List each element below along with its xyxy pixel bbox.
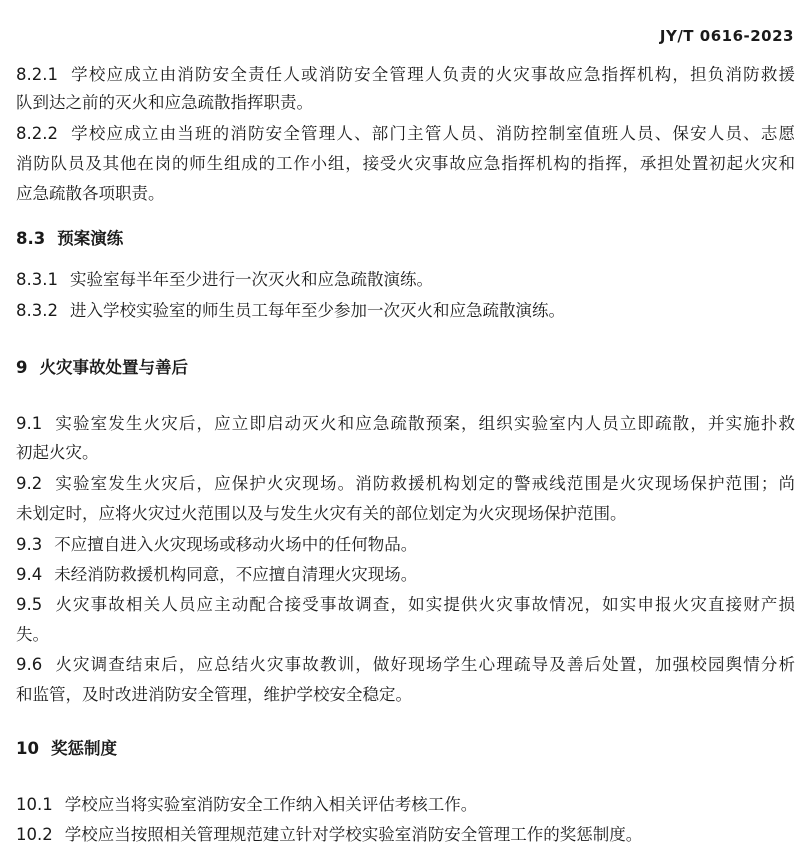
clause-line — [16, 824, 795, 846]
clause-line — [16, 684, 795, 706]
clause-text: 学校应当按照相关管理规范建立针对学校实验室消防安全管理工作的奖惩制度。 — [64, 825, 643, 844]
clause-number: 9 — [16, 358, 28, 377]
clause-text: 学校应当将实验室消防安全工作纳入相关评估考核工作。 — [64, 795, 478, 814]
document-code: JY/T 0616-2023 — [659, 27, 794, 45]
clause-text: 奖惩制度 — [50, 739, 117, 758]
clause-number: 9.2 — [16, 474, 43, 493]
clause-text: 火灾事故相关人员应主动配合接受事故调查，如实提供火灾事故情况，如实申报火灾直接财产损 — [54, 595, 795, 614]
clause-line — [16, 269, 795, 291]
clause-number: 10.2 — [16, 825, 53, 844]
clause-text: 失。 — [16, 625, 49, 644]
clause-text: 和监管，及时改进消防安全管理，维护学校安全稳定。 — [16, 685, 412, 704]
clause-number: 8.3.1 — [16, 270, 58, 289]
clause-text: 初起火灾。 — [16, 443, 99, 462]
clause-text: 预案演练 — [57, 229, 124, 248]
clause-number: 8.3.2 — [16, 301, 58, 320]
clause-line — [16, 64, 795, 86]
clause-text: 火灾调查结束后，应总结火灾事故教训，做好现场学生心理疏导及善后处置，加强校园舆情分析 — [54, 655, 795, 674]
clause-text: 进入学校实验室的师生员工每年至少参加一次灭火和应急疏散演练。 — [69, 301, 565, 320]
clause-text: 实验室发生火灾后，应保护火灾现场。消防救援机构划定的警戒线范围是火灾现场保护范围；尚 — [54, 474, 795, 493]
clause-number: 9.3 — [16, 535, 43, 554]
clause-number: 9.4 — [16, 565, 43, 584]
clause-number: 9.6 — [16, 655, 43, 674]
clause-line — [16, 123, 795, 145]
clause-text: 不应擅自进入火灾现场或移动火场中的任何物品。 — [54, 535, 418, 554]
section-heading — [16, 357, 795, 379]
clause-text: 消防队员及其他在岗的师生组成的工作小组，接受火灾事故应急指挥机构的指挥，承担处置初起火灾和 — [16, 154, 795, 173]
clause-line — [16, 183, 795, 205]
clause-number: 9.5 — [16, 595, 43, 614]
clause-text: 实验室每半年至少进行一次灭火和应急疏散演练。 — [69, 270, 433, 289]
clause-text: 未经消防救援机构同意，不应擅自清理火灾现场。 — [54, 565, 418, 584]
clause-number: 8.3 — [16, 229, 46, 248]
clause-line — [16, 413, 795, 435]
clause-text: 应急疏散各项职责。 — [16, 184, 165, 203]
clause-line — [16, 92, 795, 114]
clause-line — [16, 794, 795, 816]
clause-line — [16, 534, 795, 556]
clause-number: 10.1 — [16, 795, 53, 814]
clause-text: 未划定时，应将火灾过火范围以及与发生火灾有关的部位划定为火灾现场保护范围。 — [16, 504, 627, 523]
clause-text: 学校应成立由当班的消防安全管理人、部门主管人员、消防控制室值班人员、保安人员、志愿 — [69, 124, 795, 143]
clause-line — [16, 442, 795, 464]
section-heading — [16, 228, 795, 250]
clause-number: 10 — [16, 739, 39, 758]
clause-text: 队到达之前的灭火和应急疏散指挥职责。 — [16, 93, 313, 112]
clause-number: 8.2.2 — [16, 124, 58, 143]
clause-line — [16, 153, 795, 175]
clause-text: 学校应成立由消防安全责任人或消防安全管理人负责的火灾事故应急指挥机构，担负消防救援 — [69, 65, 795, 84]
clause-number: 8.2.1 — [16, 65, 58, 84]
clause-line — [16, 654, 795, 676]
clause-number: 9.1 — [16, 414, 43, 433]
clause-line — [16, 473, 795, 495]
clause-line — [16, 300, 795, 322]
clause-text: 火灾事故处置与善后 — [39, 358, 188, 377]
section-heading — [16, 738, 795, 760]
clause-line — [16, 503, 795, 525]
clause-line — [16, 564, 795, 586]
clause-text: 实验室发生火灾后，应立即启动灭火和应急疏散预案，组织实验室内人员立即疏散，并实施扑救 — [54, 414, 795, 433]
clause-line — [16, 624, 795, 646]
clause-line — [16, 594, 795, 616]
